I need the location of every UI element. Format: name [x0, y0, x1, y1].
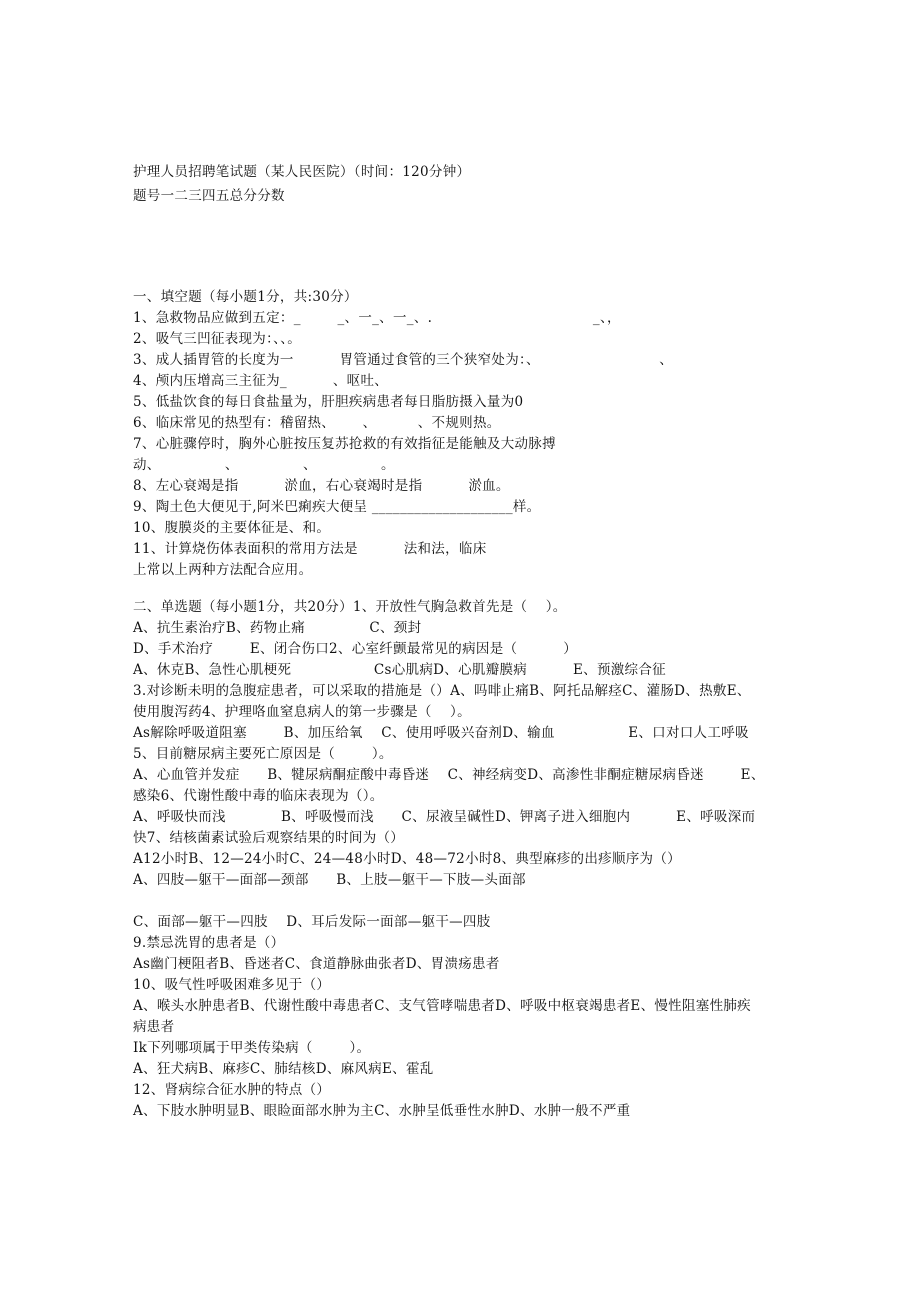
fill-question: 上常以上两种方法配合应用。 [133, 562, 313, 578]
choice-line: A、下肢水肿明显B、眼睑面部水肿为主C、水肿呈低垂性水肿D、水肿一般不严重 [133, 1103, 631, 1119]
choice-line: D、手术治疗 E、闭合伤口2、心室纤颤最常见的病因是（ ） [133, 641, 578, 657]
fill-question: 10、腹膜炎的主要体征是、和。 [133, 520, 331, 536]
choice-line: A、心血管并发症 B、犍尿病酮症酸中毒昏迷 C、神经病变D、高渗性非酮症糖尿病昏迷 E、 [133, 767, 765, 783]
fill-question: 9、陶土色大便见于,阿米巴痢疾大便呈 ____________________样。 [133, 499, 541, 515]
choice-line: As幽门梗阻者B、昏迷者C、食道静脉曲张者D、胃溃疡患者 [133, 956, 500, 972]
choice-line: A、狂犬病B、麻疹C、肺结核D、麻风病E、霍乱 [133, 1061, 434, 1077]
choice-line: A、抗生素治疗B、药物止痛 C、颈封 [133, 620, 422, 636]
choice-line: 病患者 [133, 1019, 175, 1035]
choice-line: 5、目前糖尿病主要死亡原因是（ ）。 [133, 746, 393, 762]
fill-question: 3、成人插胃管的长度为一 胃管通过食管的三个狭窄处为：、 、 [133, 352, 674, 368]
choice-line: 9.禁忌洗胃的患者是（） [133, 935, 285, 951]
choice-line: A、呼吸快而浅 B、呼吸慢而浅 C、尿液呈碱性D、钾离子进入细胞内 E、呼吸深而 [133, 809, 756, 825]
fill-question: 7、心脏骤停时，胸外心脏按压复苏抢救的有效指征是能触及大动脉搏 [133, 436, 556, 452]
choice-line: 3.对诊断未明的急腹症患者，可以采取的措施是（）A、吗啡止痛B、阿托品解痉C、灌肠D、热敷E、 [133, 683, 751, 699]
choice-line: 12、肾病综合征水肿的特点（） [133, 1082, 331, 1098]
document-title: 护理人员招聘笔试题（某人民医院）（时间：120分钟） [133, 164, 471, 180]
choice-line: As解除呼吸道阻塞 B、加压给氧 C、使用呼吸兴奋剂D、输血 E、口对口人工呼吸 [133, 725, 749, 741]
choice-line: 感染6、代谢性酸中毒的临床表现为（）。 [133, 788, 384, 804]
choice-line: A12小时B、12—24小时C、24—48小时D、48—72小时8、典型麻疹的出疹顺序为（） [133, 851, 681, 867]
choice-line: 使用腹泻药4、护理咯血窒息病人的第一步骤是（ ）。 [133, 704, 471, 720]
fill-question: 动、 、 、 。 [133, 457, 395, 473]
fill-question: 5、低盐饮食的每日食盐量为，肝胆疾病患者每日脂肪摄入量为0 [133, 394, 524, 410]
choice-line: Ik下列哪项属于甲类传染病（ ）。 [133, 1040, 371, 1056]
fill-question: 6、临床常见的热型有：稽留热、 、 、不规则热。 [133, 415, 501, 431]
fill-question: 4、颅内压增高三主征为_ 、呕吐、 [133, 373, 389, 389]
section1-heading: 一、填空题（每小题1分，共:30分） [133, 289, 358, 305]
choice-line: 10、吸气性呼吸困难多见于（） [133, 977, 331, 993]
fill-question: 1、急救物品应做到五定：_ _、一_、一_、. _、， [133, 310, 621, 326]
score-table-header: 题号一二三四五总分分数 [133, 188, 285, 204]
choice-line: C、面部—躯干—四肢 D、耳后发际一面部—躯干—四肢 [133, 914, 491, 930]
choice-line: A、四肢—躯干—面部—颈部 B、上肢—躯干—下肢—头面部 [133, 872, 526, 888]
choice-line: 快7、结核菌素试验后观察结果的时间为（） [133, 830, 405, 846]
fill-question: 2、吸气三凹征表现为：、、。 [133, 331, 302, 347]
choice-line: A、喉头水肿患者B、代谢性酸中毒患者C、支气管哮喘患者D、呼吸中枢衰竭患者E、慢性阻塞性肺疾 [133, 998, 751, 1014]
fill-question: 11、计算烧伤体表面积的常用方法是 法和法，临床 [133, 541, 487, 557]
fill-question: 8、左心衰竭是指 淤血，右心衰竭时是指 淤血。 [133, 478, 510, 494]
section2-heading: 二、单选题（每小题1分，共20分）1、开放性气胸急救首先是（ ）。 [133, 599, 567, 615]
choice-line: A、休克B、急性心肌梗死 Cs心肌病D、心肌瓣膜病 E、预激综合征 [133, 662, 666, 678]
